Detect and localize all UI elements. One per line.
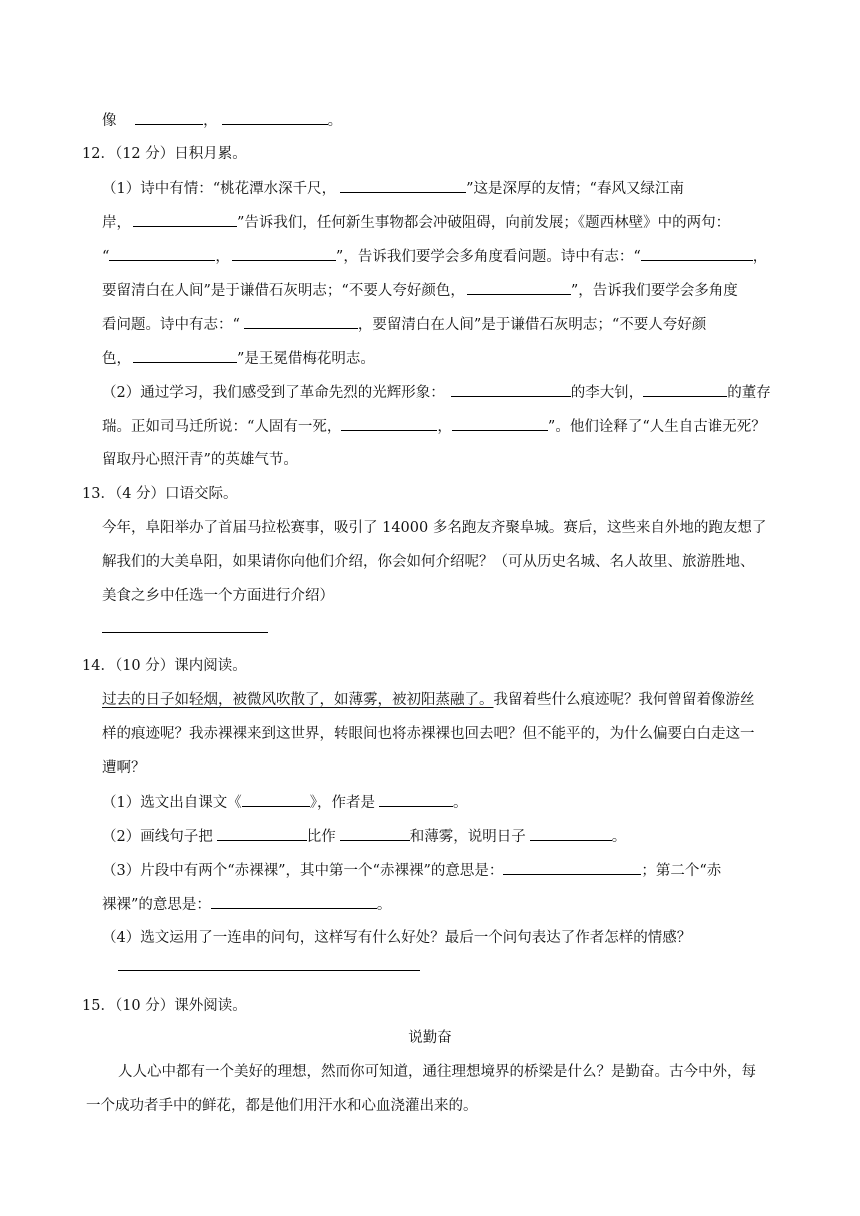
answer-blank[interactable] (530, 826, 612, 841)
q15-passage-line: 人人心中都有一个美好的理想，然而你可知道，通往理想境界的桥梁是什么？是勤奋。古今中外，每 (118, 1064, 756, 1080)
q14-subquestion-2 (102, 826, 626, 847)
q12-line (102, 382, 771, 403)
text: ”是王冕借梅花明志。 (237, 351, 375, 367)
q14-passage-line: 样的痕迹呢？我赤裸裸来到这世界，转眼间也将赤裸裸也回去吧？但不能平的，为什么偏要白白走这一 (102, 726, 755, 742)
q14-subquestion-3-cont (102, 894, 391, 915)
q12-line: 留取丹心照汗青”的英雄气节。 (102, 452, 298, 468)
text: （1）选文出自课文《 (102, 795, 242, 811)
answer-blank[interactable] (451, 382, 571, 397)
question-15-title: 15．（10 分）课外阅读。 (82, 998, 247, 1014)
answer-blank[interactable] (217, 826, 307, 841)
answer-blank[interactable] (133, 348, 237, 363)
question-13-title: 13．（4 分）口语交际。 (82, 486, 238, 502)
text: （3）片段中有两个“赤裸裸”，其中第一个“赤裸裸”的意思是： (102, 863, 504, 879)
q12-line (102, 314, 706, 335)
text: 和薄雾，说明日子 (409, 829, 526, 845)
text: 。 (327, 113, 343, 129)
text: ， (203, 113, 218, 129)
underlined-sentence: 过去的日子如轻烟，被微风吹散了，如薄雾，被初阳蒸融了。 (102, 692, 494, 708)
answer-blank[interactable] (242, 792, 310, 807)
text: ”这是深厚的友情；“春风又绿江南 (466, 181, 684, 197)
question-14-title: 14．（10 分）课内阅读。 (82, 658, 247, 674)
text: ， (752, 249, 768, 265)
q13-line: 今年，阜阳举办了首届马拉松赛事，吸引了 14000 多名跑友齐聚阜城。赛后，这些来自外地的跑友想了 (102, 520, 767, 536)
text: 的李大钊， (570, 385, 644, 401)
q12-line (102, 212, 730, 233)
q14-subquestion-1 (102, 792, 467, 813)
q12-line (102, 280, 738, 301)
q12-line (102, 348, 375, 369)
text: 瑞。正如司马迁所说：“人固有一死， (102, 419, 342, 435)
q12-line (102, 416, 766, 437)
q15-passage-line: 一个成功者手中的鲜花，都是他们用汗水和心血浇灌出来的。 (86, 1098, 478, 1114)
q14-subquestion-4: （4）选文运用了一连串的问句，这样写有什么好处？最后一个问句表达了作者怎样的情感？ (102, 930, 692, 946)
q13-line: 美食之乡中任选一个方面进行介绍） (102, 588, 334, 604)
text: 比作 (306, 829, 336, 845)
text: 。 (452, 795, 468, 811)
q13-line: 解我们的大美阜阳，如果请你向他们介绍，你会如何介绍呢？（可从历史名城、名人故里、旅游胜地、 (102, 554, 755, 570)
text: ”，告诉我们要学会多角度 (570, 283, 738, 299)
text: 的董存 (727, 385, 771, 401)
answer-blank[interactable] (643, 382, 727, 397)
answer-line[interactable] (102, 632, 268, 633)
text: 岸， (102, 215, 131, 231)
text: ”。他们诠释了“人生自古谁无死？ (547, 419, 766, 435)
text: ”，告诉我们要学会多角度看问题。诗中有志：“ (335, 249, 641, 265)
answer-blank[interactable] (232, 246, 336, 261)
q12-line (102, 178, 684, 199)
answer-blank[interactable] (379, 792, 453, 807)
answer-blank[interactable] (467, 280, 571, 295)
q14-subquestion-3 (102, 860, 721, 881)
answer-line[interactable] (118, 970, 420, 971)
text: （2）通过学习，我们感受到了革命先烈的光辉形象： (102, 385, 445, 401)
text: 。 (611, 829, 627, 845)
text: ”告诉我们，任何新生事物都会冲破阻碍，向前发展；《题西林壁》中的两句： (237, 215, 731, 231)
answer-blank[interactable] (133, 212, 237, 227)
text: 看问题。诗中有志：“ (102, 317, 240, 333)
text: 。 (376, 897, 392, 913)
answer-blank[interactable] (211, 894, 377, 909)
text: ， (437, 419, 452, 435)
answer-blank[interactable] (244, 314, 358, 329)
text: （2）画线句子把 (102, 829, 213, 845)
answer-blank[interactable] (109, 246, 215, 261)
continuation-line (102, 110, 342, 131)
answer-blank[interactable] (641, 246, 753, 261)
passage-heading: 说勤奋 (408, 1030, 452, 1046)
text: “ (102, 249, 110, 265)
q14-passage-line (102, 690, 755, 710)
q12-line (102, 246, 767, 267)
question-12-title: 12．（12 分）日积月累。 (82, 146, 247, 162)
text: ， (215, 249, 230, 265)
answer-blank[interactable] (135, 110, 203, 125)
answer-blank[interactable] (452, 416, 548, 431)
answer-blank[interactable] (503, 860, 641, 875)
text: ，要留清白在人间”是于谦借石灰明志；“不要人夸好颜 (357, 317, 707, 333)
answer-blank[interactable] (340, 178, 466, 193)
answer-blank[interactable] (340, 826, 410, 841)
answer-blank[interactable] (341, 416, 437, 431)
text: 色， (102, 351, 131, 367)
q14-passage-line: 遭啊？ (102, 760, 146, 776)
text: ；第二个“赤 (641, 863, 722, 879)
text: （1）诗中有情：“桃花潭水深千尺， (102, 181, 337, 197)
text: 》，作者是 (309, 795, 375, 811)
text: 要留清白在人间”是于谦借石灰明志；“不要人夸好颜色， (102, 283, 465, 299)
text: 像 (102, 113, 117, 129)
text: 我留着些什么痕迹呢？我何曾留着像游丝 (493, 692, 755, 708)
text: 裸裸”的意思是： (102, 897, 211, 913)
answer-blank[interactable] (222, 110, 328, 125)
